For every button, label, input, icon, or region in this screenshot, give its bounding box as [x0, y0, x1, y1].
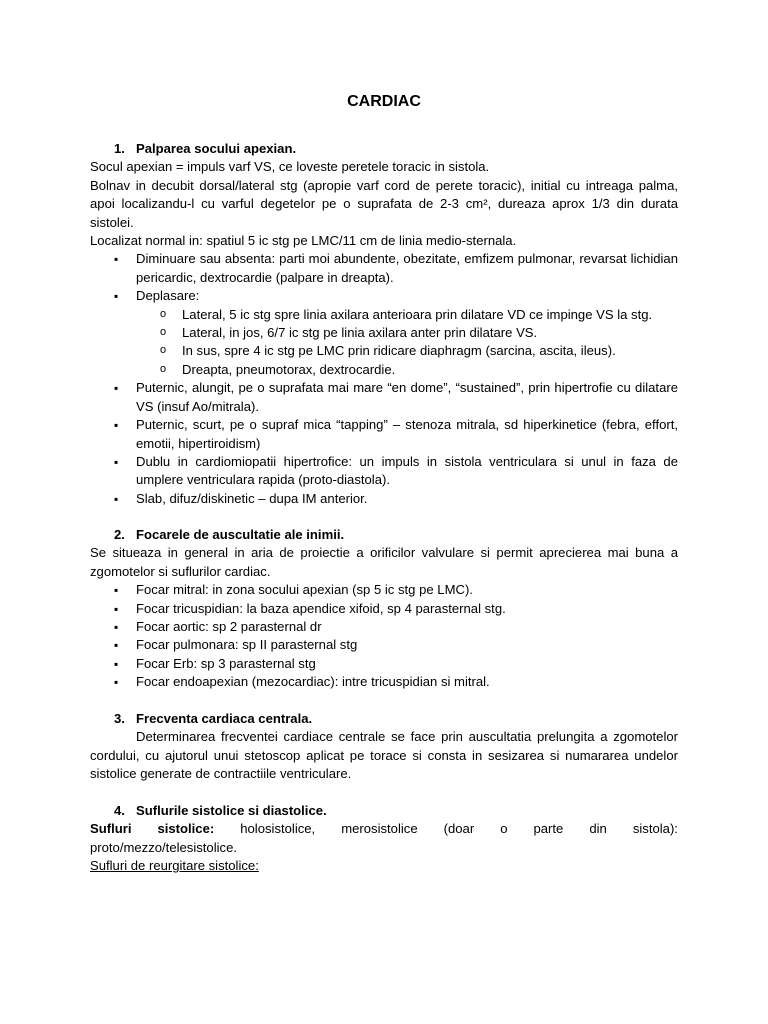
paragraph: Socul apexian = impuls varf VS, ce loveste peretele toracic in sistola. [90, 159, 490, 175]
list-item: ▪ Slab, difuz/diskinetic – dupa IM anterior. [90, 490, 678, 508]
list-item: ▪ Dublu in cardiomiopatii hipertrofice: un impuls in sistola ventriculara si unul in faza de umplere ventriculara rapida (proto-diastola). [90, 453, 678, 490]
section-heading: 4. Suflurile sistolice si diastolice. [114, 803, 327, 818]
list-item: ▪ Focar aortic: sp 2 parasternal dr [90, 618, 678, 636]
section-heading: 2. Focarele de auscultatie ale inimii. [114, 527, 345, 542]
underlined-subheading: Sufluri de reurgitare sistolice: [90, 858, 259, 874]
list-item: ▪ Focar mitral: in zona socului apexian (sp 5 ic stg pe LMC). [90, 581, 678, 599]
list-item: ▪ Diminuare sau absenta: parti moi abundente, obezitate, emfizem pulmonar, revarsat lichidian pericardic, dextrocardie (palpare in dreapta). [90, 250, 678, 287]
list-item: ▪ Focar pulmonara: sp II parasternal stg [90, 636, 678, 654]
section-3 [90, 710, 678, 784]
paragraph: Localizat normal in: spatiul 5 ic stg pe LMC/11 cm de linia medio-sternala. [90, 233, 517, 249]
section-2 [90, 526, 678, 692]
list-item: ▪ Focar endoapexian (mezocardiac): intre tricuspidian si mitral. [90, 673, 678, 691]
sub-list-item: o Lateral, in jos, 6/7 ic stg pe linia axilara anter prin dilatare VS. [90, 324, 678, 342]
bullet-list [90, 581, 678, 691]
paragraph: Se situeaza in general in aria de proiectie a orificilor valvulare si permit aprecierea mai buna a zgomotelor si suflurilor cardiac. [90, 545, 678, 579]
list-item: ▪ Puternic, scurt, pe o supraf mica “tapping” – stenoza mitrala, sd hiperkinetice (febra, effort, emotii, hipertiroidism) [90, 416, 678, 453]
sub-list-item: o Dreapta, pneumotorax, dextrocardie. [90, 361, 678, 379]
list-item: ▪ Puternic, alungit, pe o suprafata mai mare “en dome”, “sustained”, prin hipertrofie cu dilatare VS (insuf Ao/mitrala). [90, 379, 678, 416]
page-title: CARDIAC [347, 93, 421, 110]
section-1 [90, 140, 678, 508]
sub-list-item: o Lateral, 5 ic stg spre linia axilara anterioara prin dilatare VD ce impinge VS la stg. [90, 306, 678, 324]
list-item: ▪ Focar tricuspidian: la baza apendice xifoid, sp 4 parasternal stg. [90, 600, 678, 618]
list-item: ▪ Focar Erb: sp 3 parasternal stg [90, 655, 678, 673]
section-4 [90, 802, 678, 876]
list-item: ▪ Deplasare: [90, 287, 678, 305]
section-heading: 3. Frecventa cardiaca centrala. [114, 711, 313, 726]
section-heading: 1. Palparea socului apexian. [114, 141, 297, 156]
paragraph: Determinarea frecventei cardiace centrale se face prin auscultatia prelungita a zgomotelor cordului, cu ajutorul unui stetoscop aplicat pe torace si consta in sesizarea si numararea undelor sistolice generate de contractiile ventriculare. [90, 729, 678, 782]
justified-line: Sufluri sistolice: holosistolice, merosistolice (doar o parte din sistola): [90, 821, 678, 837]
bullet-list [90, 379, 678, 508]
paragraph: Bolnav in decubit dorsal/lateral stg (apropie varf cord de perete toracic), initial cu intreaga palma, apoi localizandu-l cu varful degetelor pe o suprafata de 2-3 cm², dureaza aprox 1/3 din durata sistolei. [90, 177, 678, 230]
sub-list [90, 306, 678, 380]
bullet-list [90, 250, 678, 305]
sub-list-item: o In sus, spre 4 ic stg pe LMC prin ridicare diaphragm (sarcina, ascita, ileus). [90, 342, 678, 360]
paragraph: proto/mezzo/telesistolice. [90, 839, 238, 855]
